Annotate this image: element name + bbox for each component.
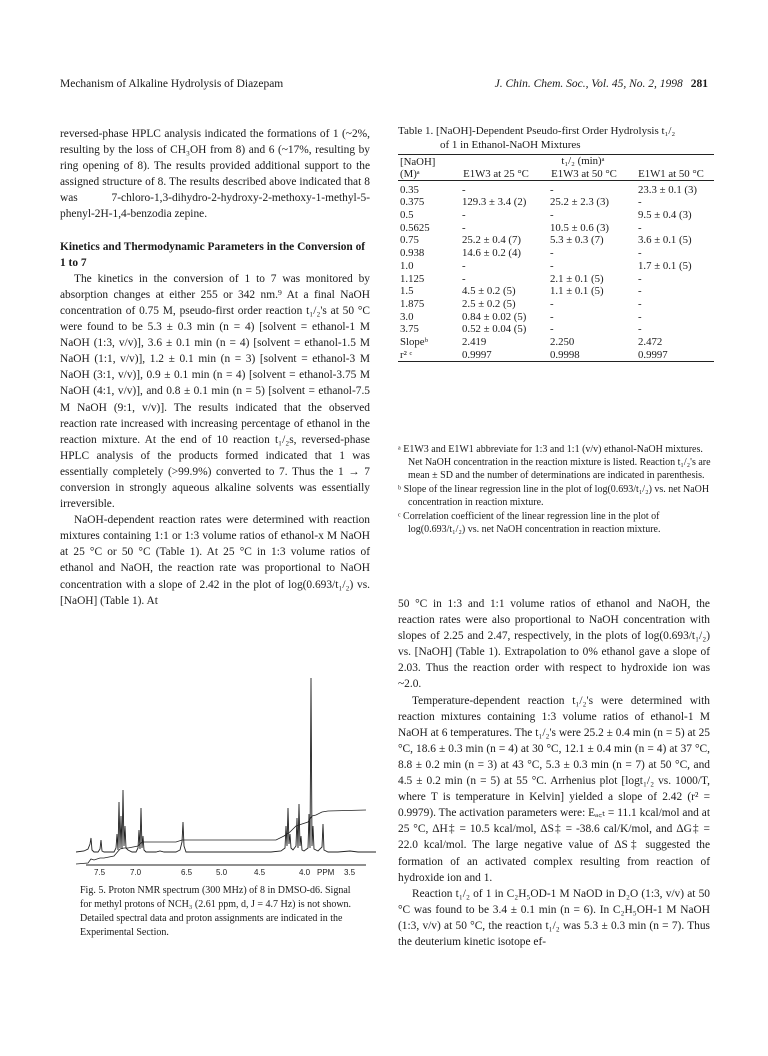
table-row bbox=[398, 285, 714, 298]
footnote: ᶜ Correlation coefficient of the linear regression line in the plot of log(0.693/t₁/₂) vs. net NaOH concentration in reaction mixture. bbox=[398, 511, 661, 535]
table-cell: - bbox=[638, 285, 642, 298]
table-row bbox=[398, 196, 714, 209]
table-cell: - bbox=[550, 259, 554, 272]
table-cell: 0.35 bbox=[400, 183, 419, 196]
running-header-journal bbox=[495, 78, 708, 90]
table-cell: - bbox=[638, 323, 642, 336]
table-cell: - bbox=[462, 221, 466, 234]
table-cell: 2.472 bbox=[638, 335, 663, 348]
table-row bbox=[398, 247, 714, 260]
column-header: E1W3 at 50 °C bbox=[540, 168, 628, 181]
table-cell: - bbox=[462, 272, 466, 285]
table-cell: 129.3 ± 3.4 (2) bbox=[462, 196, 527, 209]
table-cell: 1.7 ± 0.1 (5) bbox=[638, 259, 692, 272]
table-cell: - bbox=[462, 209, 466, 222]
table-row bbox=[398, 348, 714, 361]
row-header-unit: (M)ᵃ bbox=[398, 168, 452, 181]
tick-label: 7.0 bbox=[130, 868, 142, 876]
column-header: E1W3 at 25 °C bbox=[452, 168, 540, 181]
paragraph: NaOH-dependent reaction rates were determined with reaction mixtures containing 1:1 or 1:3 volume ratios of ethanol-x M NaOH at 25 °C or 50 °C (Table 1). At 25 °C in 1:3 volume ratios of ethanol and NaOH, the reaction rate was proportional to NaOH concentration with a slope of 2.42 in the plot of log(0.693/t₁/₂) vs. [NaOH] (Table 1). At bbox=[60, 514, 370, 607]
table-cell: r² ᶜ bbox=[398, 348, 452, 361]
table-cell: - bbox=[550, 183, 554, 196]
table-cell: 10.5 ± 0.6 (3) bbox=[550, 221, 610, 234]
table-cell: 2.1 ± 0.1 (5) bbox=[550, 272, 604, 285]
table-cell: 1.5 bbox=[400, 285, 414, 298]
table-row bbox=[398, 272, 714, 285]
table-row bbox=[398, 234, 714, 247]
table-cell: 5.3 ± 0.3 (7) bbox=[550, 234, 604, 247]
table-cell: - bbox=[462, 183, 466, 196]
table-cell: - bbox=[638, 196, 642, 209]
table-cell: 1.1 ± 0.1 (5) bbox=[550, 285, 604, 298]
table-row bbox=[398, 181, 714, 196]
tick-label: 5.0 bbox=[216, 868, 228, 876]
table-cell: 2.419 bbox=[462, 335, 487, 348]
tick-label: 3.5 bbox=[344, 868, 356, 876]
table-cell: 0.9998 bbox=[540, 348, 628, 361]
table-cell: 25.2 ± 2.3 (3) bbox=[550, 196, 610, 209]
table-row bbox=[398, 298, 714, 311]
table-cell: 3.6 ± 0.1 (5) bbox=[638, 234, 692, 247]
axis-tick-labels bbox=[94, 868, 356, 876]
paragraph: reversed-phase HPLC analysis indicated the formations of 1 (~2%, resulting by the loss of CH₃OH from 8) and 6 (~17%, resulting by ring opening of 8). The results provided additional support to the assigned structure of 8. The results described above indicated that 8 was 7-chloro-1,3-dihydro-2-hydroxy-2-methoxy-1-methyl-5-phenyl-2H-1,4-benzodia zepine. bbox=[60, 128, 370, 221]
journal-citation: J. Chin. Chem. Soc., Vol. 45, No. 2, 1998 bbox=[494, 78, 683, 90]
right-column bbox=[398, 596, 710, 950]
running-header-title: Mechanism of Alkaline Hydrolysis of Diazepam bbox=[60, 78, 284, 90]
table-cell: 23.3 ± 0.1 (3) bbox=[638, 183, 698, 196]
table-cell: 0.375 bbox=[400, 196, 425, 209]
table-cell: - bbox=[550, 323, 554, 336]
table-cell: 9.5 ± 0.4 (3) bbox=[638, 209, 692, 222]
table-cell: 0.75 bbox=[400, 234, 419, 247]
table-cell: 0.938 bbox=[400, 247, 425, 260]
table-caption bbox=[398, 124, 718, 152]
page-number: 281 bbox=[690, 78, 708, 90]
table-cell: - bbox=[550, 310, 554, 323]
table-cell: 1.0 bbox=[400, 259, 414, 272]
table-cell: 1.875 bbox=[400, 297, 425, 310]
table-cell: 25.2 ± 0.4 (7) bbox=[462, 234, 522, 247]
table-cell: 3.75 bbox=[400, 323, 419, 336]
table-row bbox=[398, 260, 714, 273]
table-cell: - bbox=[462, 259, 466, 272]
table-caption-line: of 1 in Ethanol-NaOH Mixtures bbox=[440, 139, 581, 151]
table-cell: - bbox=[550, 297, 554, 310]
table-cell: - bbox=[550, 209, 554, 222]
section-heading: Kinetics and Thermodynamic Parameters in the Conversion of 1 to 7 bbox=[60, 240, 366, 269]
table-row bbox=[398, 336, 714, 349]
table-cell: 2.5 ± 0.2 (5) bbox=[462, 297, 516, 310]
table-cell: 0.9997 bbox=[628, 348, 714, 361]
table-row bbox=[398, 221, 714, 234]
tick-label: 4.5 bbox=[254, 868, 266, 876]
table-footnotes bbox=[398, 443, 712, 537]
paragraph: 50 °C in 1:3 and 1:1 volume ratios of ethanol and NaOH, the reaction rates were also proportional to NaOH concentration with slopes of 2.25 and 2.47, respectively, in the plots of log(0.693/t₁/₂) vs. [NaOH] (Table 1). Extrapolation to 0% ethanol gave a slope of 2.03. Thus the reaction order with respect to hydroxide ion was ~2.0. bbox=[398, 598, 710, 691]
table-cell: 0.84 ± 0.02 (5) bbox=[462, 310, 527, 323]
table-cell: 1.125 bbox=[400, 272, 425, 285]
paragraph: Temperature-dependent reaction t₁/₂'s were determined with reaction mixtures containing 1:3 volume ratios of ethanol-1 M NaOH at 6 temperatures. The t₁/₂'s were 25.2 ± 0.4 min (n = 5) at 25 °C, 18.6 ± 0.3 min (n = 4) at 30 °C, 12.1 ± 0.4 min (n = 4) at 37 °C, 8.8 ± 0.2 min (n = 3) at 43 °C, 5.3 ± 0.3 min (n = 7) at 50 °C, and 4.5 ± 0.2 min (n = 5) at 55 °C. Arrhenius plot [logt₁/₂ vs. 1000/T, where T is temperature in Kelvin] yielded a slope of 2.42 (r² = 0.9979). The activation parameters were: Eₐ꜀ₜ = 11.1 kcal/mol and at 25 °C, ΔH‡ = 10.5 kcal/mol, ΔS‡ = -38.6 cal/K/mol, and ΔG‡ = 22.0 kcal/mol. The large negative value of ΔS‡ suggested the formation of an activated complex resulting from reaction of hydroxide ion and 1. bbox=[398, 694, 710, 884]
table-cell: 3.0 bbox=[400, 310, 414, 323]
group-header: t₁/₂ (min)ᵃ bbox=[452, 155, 714, 168]
paragraph: Reaction t₁/₂ of 1 in C₂H₅OD-1 M NaOD in D₂O (1:3, v/v) at 50 °C was found to be 3.4 ± 0.1 min (n = 6). In C₂H₅OH-1 M NaOH (1:3, v/v) at 50 °C, the reaction t₁/₂ was 5.3 ± 0.3 min (n = 7). Thus the deuterium kinetic isotope ef- bbox=[398, 887, 710, 948]
table-cell: 14.6 ± 0.2 (4) bbox=[462, 247, 522, 260]
tick-label: 4.0 bbox=[299, 868, 311, 876]
nmr-spectrum-plot bbox=[76, 676, 376, 876]
figure-caption: Fig. 5. Proton NMR spectrum (300 MHz) of 8 in DMSO-d6. Signal for methyl protons of NCH₃ (2.61 ppm, d, J = 4.7 Hz) is not shown. Detailed spectral data and proton assignments are indicated in the Experimental Section. bbox=[80, 885, 352, 938]
column-header: E1W1 at 50 °C bbox=[628, 168, 714, 181]
table-cell: Slopeᵇ bbox=[400, 335, 428, 348]
table-cell: 0.9997 bbox=[452, 348, 540, 361]
table-cell: 4.5 ± 0.2 (5) bbox=[462, 285, 516, 298]
table-row bbox=[398, 209, 714, 222]
footnote: ᵇ Slope of the linear regression line in the plot of log(0.693/t₁/₂) vs. net NaOH concentration in reaction mixture. bbox=[398, 484, 710, 508]
table-cell: - bbox=[550, 247, 554, 260]
tick-label: 7.5 bbox=[94, 868, 106, 876]
table-row bbox=[398, 310, 714, 323]
table-cell: - bbox=[638, 247, 642, 260]
table-cell: - bbox=[638, 221, 642, 234]
left-column bbox=[60, 126, 370, 609]
spectrum-trace bbox=[76, 678, 376, 852]
table-cell: 0.52 ± 0.04 (5) bbox=[462, 323, 527, 336]
nmr-spectrum-figure bbox=[76, 676, 376, 876]
table-cell: - bbox=[638, 310, 642, 323]
footnote: ᵃ E1W3 and E1W1 abbreviate for 1:3 and 1:1 (v/v) ethanol-NaOH mixtures. Net NaOH concentration in the reaction mixture is listed. Reaction t₁/₂'s are mean ± SD and the number of determinations are indicated in parenthesis. bbox=[398, 444, 711, 481]
hydrolysis-table bbox=[398, 154, 714, 362]
paragraph: The kinetics in the conversion of 1 to 7 was monitored by absorption changes at either 255 or 342 nm.⁹ At a final NaOH concentration of 0.75 M, pseudo-first order reaction t₁/₂'s at 50 °C were found to be 5.3 ± 0.3 min (n = 4) [solvent = ethanol-1 M NaOH (1:3, v/v)], 3.6 ± 0.1 min (n = 4) [solvent = ethanol-1.5 M NaOH (1:1, v/v)], 1.2 ± 0.1 min (n = 3) [solvent = ethanol-3 M NaOH (3:1, v/v)], 0.9 ± 0.1 min (n = 4) [solvent = ethanol-3.75 M NaOH (4:1, v/v)], and 0.8 ± 0.1 min (n = 5) [solvent = ethanol-7.5 M NaOH (9:1, v/v)]. The results indicated that the observed reaction rate increased with increasing percentage of ethanol in the reaction mixture. At the end of 10 reaction t₁/₂s, reversed-phase HPLC analysis of the products formed indicated that 1 was essentially completely (>99.9%) converted to 7. Thus the 1 → 7 conversion in strongly aqueous alkaline solvents was essentially irreversible. bbox=[60, 272, 370, 511]
table-row bbox=[398, 323, 714, 336]
tick-label: PPM bbox=[317, 868, 335, 876]
table-cell: - bbox=[638, 297, 642, 310]
table-cell: 0.5 bbox=[400, 209, 414, 222]
table-caption-line: Table 1. [NaOH]-Dependent Pseudo-first Order Hydrolysis t₁/₂ bbox=[398, 125, 676, 137]
tick-label: 6.5 bbox=[181, 868, 193, 876]
table-cell: 2.250 bbox=[550, 335, 575, 348]
table-cell: 0.5625 bbox=[400, 221, 430, 234]
row-header: [NaOH] bbox=[398, 155, 452, 168]
table-cell: - bbox=[638, 272, 642, 285]
